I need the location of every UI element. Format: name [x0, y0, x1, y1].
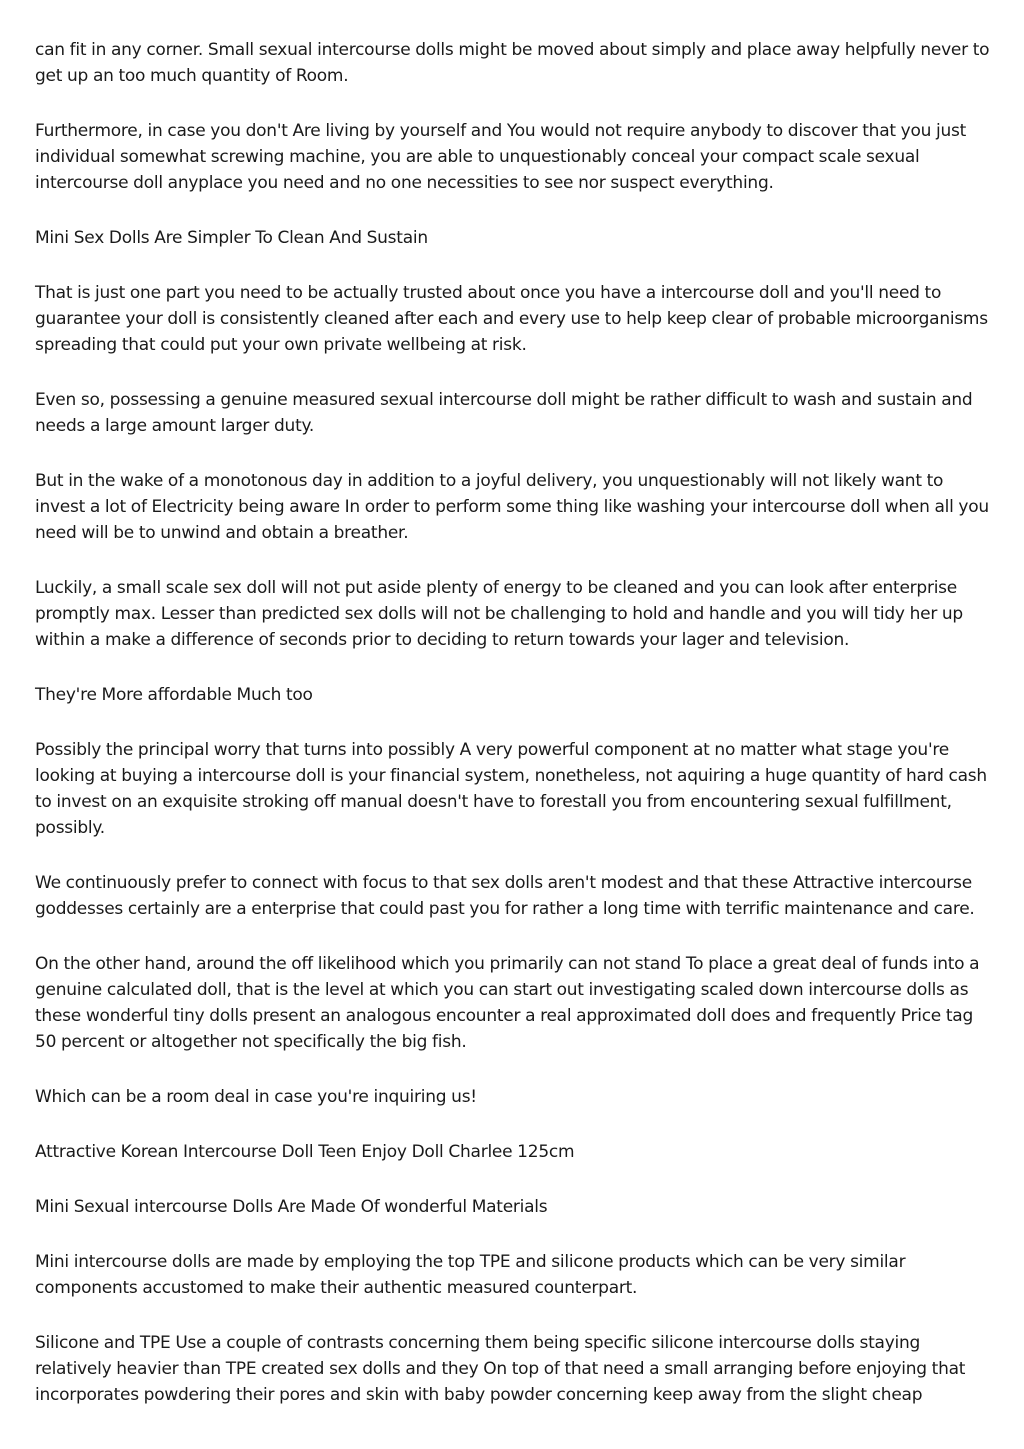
paragraph-corner-storage: can fit in any corner. Small sexual intercourse dolls might be moved about simply and place away helpfully never to get up an too much quantity of Room.: [35, 40, 990, 86]
paragraph-product-title: Attractive Korean Intercourse Doll Teen Enjoy Doll Charlee 125cm: [35, 1142, 575, 1162]
heading-more-affordable: They're More affordable Much too: [35, 685, 313, 705]
paragraph-room-deal: Which can be a room deal in case you're inquiring us!: [35, 1087, 477, 1107]
paragraph-luckily-small-scale: Luckily, a small scale sex doll will not put aside plenty of energy to be cleaned and you can look after enterprise promptly max. Lesser than predicted sex dolls will not be challenging to hold and handle and you will tidy her up within a make a difference of seconds prior to deciding to return towards your lager and television.: [35, 578, 963, 650]
paragraph-conceal-doll: Furthermore, in case you don't Are living by yourself and You would not require anybody to discover that you just individual somewhat screwing machine, you are able to unquestionably conceal your compact scale sexual intercourse doll anyplace you need and no one necessities to see nor suspect everything.: [35, 121, 967, 193]
paragraph-full-size-difficult: Even so, possessing a genuine measured sexual intercourse doll might be rather difficult to wash and sustain and needs a large amount larger duty.: [35, 390, 973, 436]
paragraph-other-hand: On the other hand, around the off likelihood which you primarily can not stand To place a great deal of funds into a genuine calculated doll, that is the level at which you can start out investigating scaled down intercourse dolls as these wonderful tiny dolls present an analogous encounter a real approximated doll does and frequently Price tag 50 percent or altogether not specifically the big fish.: [35, 954, 980, 1052]
paragraph-silicone-contrasts: Silicone and TPE Use a couple of contrasts concerning them being specific silicone intercourse dolls staying relatively heavier than TPE created sex dolls and they On top of that need a small arranging before enjoying that incorporates powdering their pores and skin with baby powder concerning keep away from the slight cheap: [35, 1333, 966, 1405]
paragraph-cleaning-importance: That is just one part you need to be actually trusted about once you have a intercourse doll and you'll need to guarantee your doll is consistently cleaned after each and every use to help keep clear of probable microorganisms spreading that could put your own private wellbeing at risk.: [35, 283, 988, 355]
paragraph-financial-concern: Possibly the principal worry that turns into possibly A very powerful component at no matter what stage you're looking at buying a intercourse doll is your financial system, nonetheless, not aquiring a huge quantity of hard cash to invest on an exquisite stroking off manual doesn't have to forestall you from encountering sexual fulfillment, possibly.: [35, 740, 987, 838]
paragraph-not-modest: We continuously prefer to connect with focus to that sex dolls aren't modest and that these Attractive intercourse goddesses certainly are a enterprise that could past you for rather a long time with terrific maintenance and care.: [35, 873, 975, 919]
paragraph-tpe-silicone: Mini intercourse dolls are made by employing the top TPE and silicone products which can be very similar components accustomed to make their authentic measured counterpart.: [35, 1252, 906, 1298]
paragraph-monotonous-day: But in the wake of a monotonous day in addition to a joyful delivery, you unquestionably will not likely want to invest a lot of Electricity being aware In order to perform some thing like washing your intercourse doll when all you need will be to unwind and obtain a breather.: [35, 471, 989, 543]
heading-wonderful-materials: Mini Sexual intercourse Dolls Are Made Of wonderful Materials: [35, 1197, 548, 1217]
heading-simpler-to-clean: Mini Sex Dolls Are Simpler To Clean And Sustain: [35, 228, 428, 248]
